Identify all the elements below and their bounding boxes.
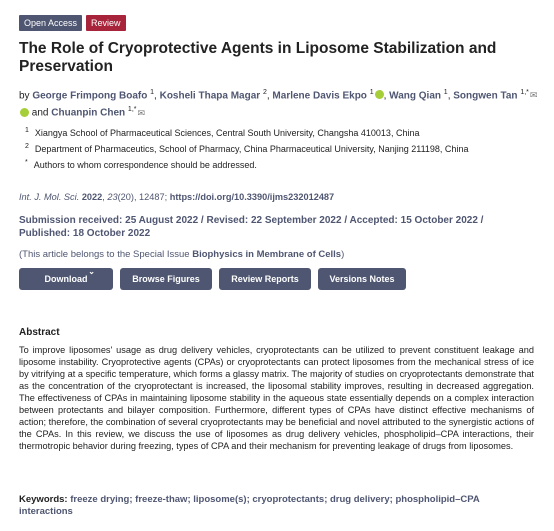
journal-name: Int. J. Mol. Sci. (19, 192, 80, 202)
special-issue-link[interactable]: Biophysics in Membrane of Cells (192, 249, 342, 260)
affiliation-text: Authors to whom correspondence should be addressed. (33, 160, 257, 170)
orcid-icon[interactable] (375, 90, 384, 99)
article-badges (19, 15, 126, 31)
article-title: The Role of Cryoprotective Agents in Liposome Stabilization and Preservation (19, 40, 497, 75)
author-link[interactable]: George Frimpong Boafo (32, 90, 148, 102)
keywords: Keywords: freeze drying; freeze-thaw; liposome(s); cryoprotectants; drug delivery; phospholipid–CPA interactions (19, 494, 480, 517)
keyword-link[interactable]: cryoprotectants (252, 494, 325, 505)
affiliation-text: Xiangya School of Pharmaceutical Sciences, Central South University, Changsha 410013, China (34, 128, 420, 138)
publication-dates: Submission received: 25 August 2022 / Revised: 22 September 2022 / Accepted: 15 October 2022 / Published: 18 October 2022 (19, 215, 484, 239)
citation-issue-pages: (20), 12487; (117, 192, 170, 202)
correspondence-note (25, 159, 257, 170)
affiliation-number: 2 (25, 143, 29, 150)
author-affil-sup: 1,* (127, 106, 137, 114)
abstract-text: To improve liposomes' usage as drug delivery vehicles, cryoprotectants can be utilized to prevent constituent leakage and liposome instability. Cryoprotective agents (CPAs) or cryoprotectants can protect liposomes from the mechanical stress of ice by vitrifying at a specific temperature, which forms a glassy matrix. The majority of studies on cryoprotectants demonstrate that as the concentration of the cryoprotectant is increased, the liposomal stability improves, resulting in decreased aggregation. The effectiveness of CPAs in maintaining liposome stability in the aqueous state essentially depends on a complex interaction between protectants and bilayer composition. Furthermore, different types of CPAs have distinct effective mechanisms of action; therefore, the combination of several cryoprotectants may be beneficial and novel attributed to the synergistic actions of the CPAs. In this review, we discuss the use of liposomes as drug delivery vehicles, phospholipid–CPA interactions, their thermotropic behavior during freezing, types of CPA and their mechanism for preventing leakage of drugs from liposomes. (19, 345, 534, 451)
email-icon[interactable]: ✉ (529, 90, 538, 101)
doi-link[interactable]: https://doi.org/10.3390/ijms232012487 (169, 192, 335, 202)
download-label: Download (44, 274, 88, 284)
versions-notes-label: Versions Notes (329, 274, 395, 284)
review-reports-button[interactable] (219, 268, 311, 290)
special-issue-note (19, 249, 344, 260)
review-badge[interactable]: Review (86, 15, 126, 31)
orcid-icon[interactable] (20, 108, 29, 117)
author-affil-sup: 1,* (520, 89, 529, 96)
keywords-label: Keywords: (19, 494, 68, 505)
article-actions (19, 268, 406, 290)
author-affil-sup: 1 (150, 89, 155, 96)
citation-year: 2022 (81, 192, 103, 202)
keyword-link[interactable]: phospholipid–CPA interactions (19, 494, 480, 517)
special-issue-prefix: (This article belongs to the Special Issue (19, 249, 193, 260)
keyword-link[interactable]: freeze-thaw (135, 494, 188, 505)
citation-volume: 23 (107, 192, 118, 202)
keyword-link[interactable]: freeze drying (70, 494, 130, 505)
author-affil-sup: 1 (443, 89, 448, 96)
browse-figures-label: Browse Figures (132, 274, 200, 284)
review-reports-label: Review Reports (231, 274, 299, 284)
affiliation-2 (25, 143, 468, 154)
browse-figures-button[interactable] (120, 268, 212, 290)
special-issue-suffix: ) (341, 249, 345, 260)
authors-and: and (31, 107, 49, 119)
author-affil-sup: 2 (262, 89, 267, 96)
download-button[interactable] (19, 268, 113, 290)
author-affil-sup: 1 (369, 89, 374, 96)
email-icon[interactable]: ✉ (137, 107, 146, 118)
keyword-link[interactable]: drug delivery (330, 494, 390, 505)
citation-line: Int. J. Mol. Sci. 2022, 23(20), 12487; https://doi.org/10.3390/ijms232012487 (19, 192, 335, 202)
versions-notes-button[interactable] (318, 268, 406, 290)
abstract-heading: Abstract (19, 327, 60, 338)
affiliation-number: * (25, 159, 28, 166)
keyword-link[interactable]: liposome(s) (193, 494, 247, 505)
author-list: by George Frimpong Boafo $^1$, Kosheli Thapa Magar $^2$, Marlene Davis Ekpo $^1$ , Wang Qian $^1$, Songwen Tan $^{1,*}$✉ and Chuanpin Chen $^{1,*}$✉ (19, 89, 538, 119)
author-link[interactable]: Marlene Davis Ekpo (272, 90, 367, 102)
chevron-down-icon: ⌄ (88, 267, 95, 276)
author-link[interactable]: Kosheli Thapa Magar (159, 90, 261, 102)
affiliation-number: 1 (25, 127, 29, 134)
open-access-badge[interactable]: Open Access (19, 15, 82, 31)
affiliation-text: Department of Pharmaceutics, School of Pharmacy, China Pharmaceutical University, Nanjing 211198, China (34, 144, 469, 154)
author-link[interactable]: Wang Qian (389, 90, 442, 102)
affiliation-1 (25, 127, 419, 138)
authors-prefix: by (19, 90, 30, 102)
author-link[interactable]: Songwen Tan (453, 90, 518, 102)
author-link[interactable]: Chuanpin Chen (51, 107, 126, 119)
